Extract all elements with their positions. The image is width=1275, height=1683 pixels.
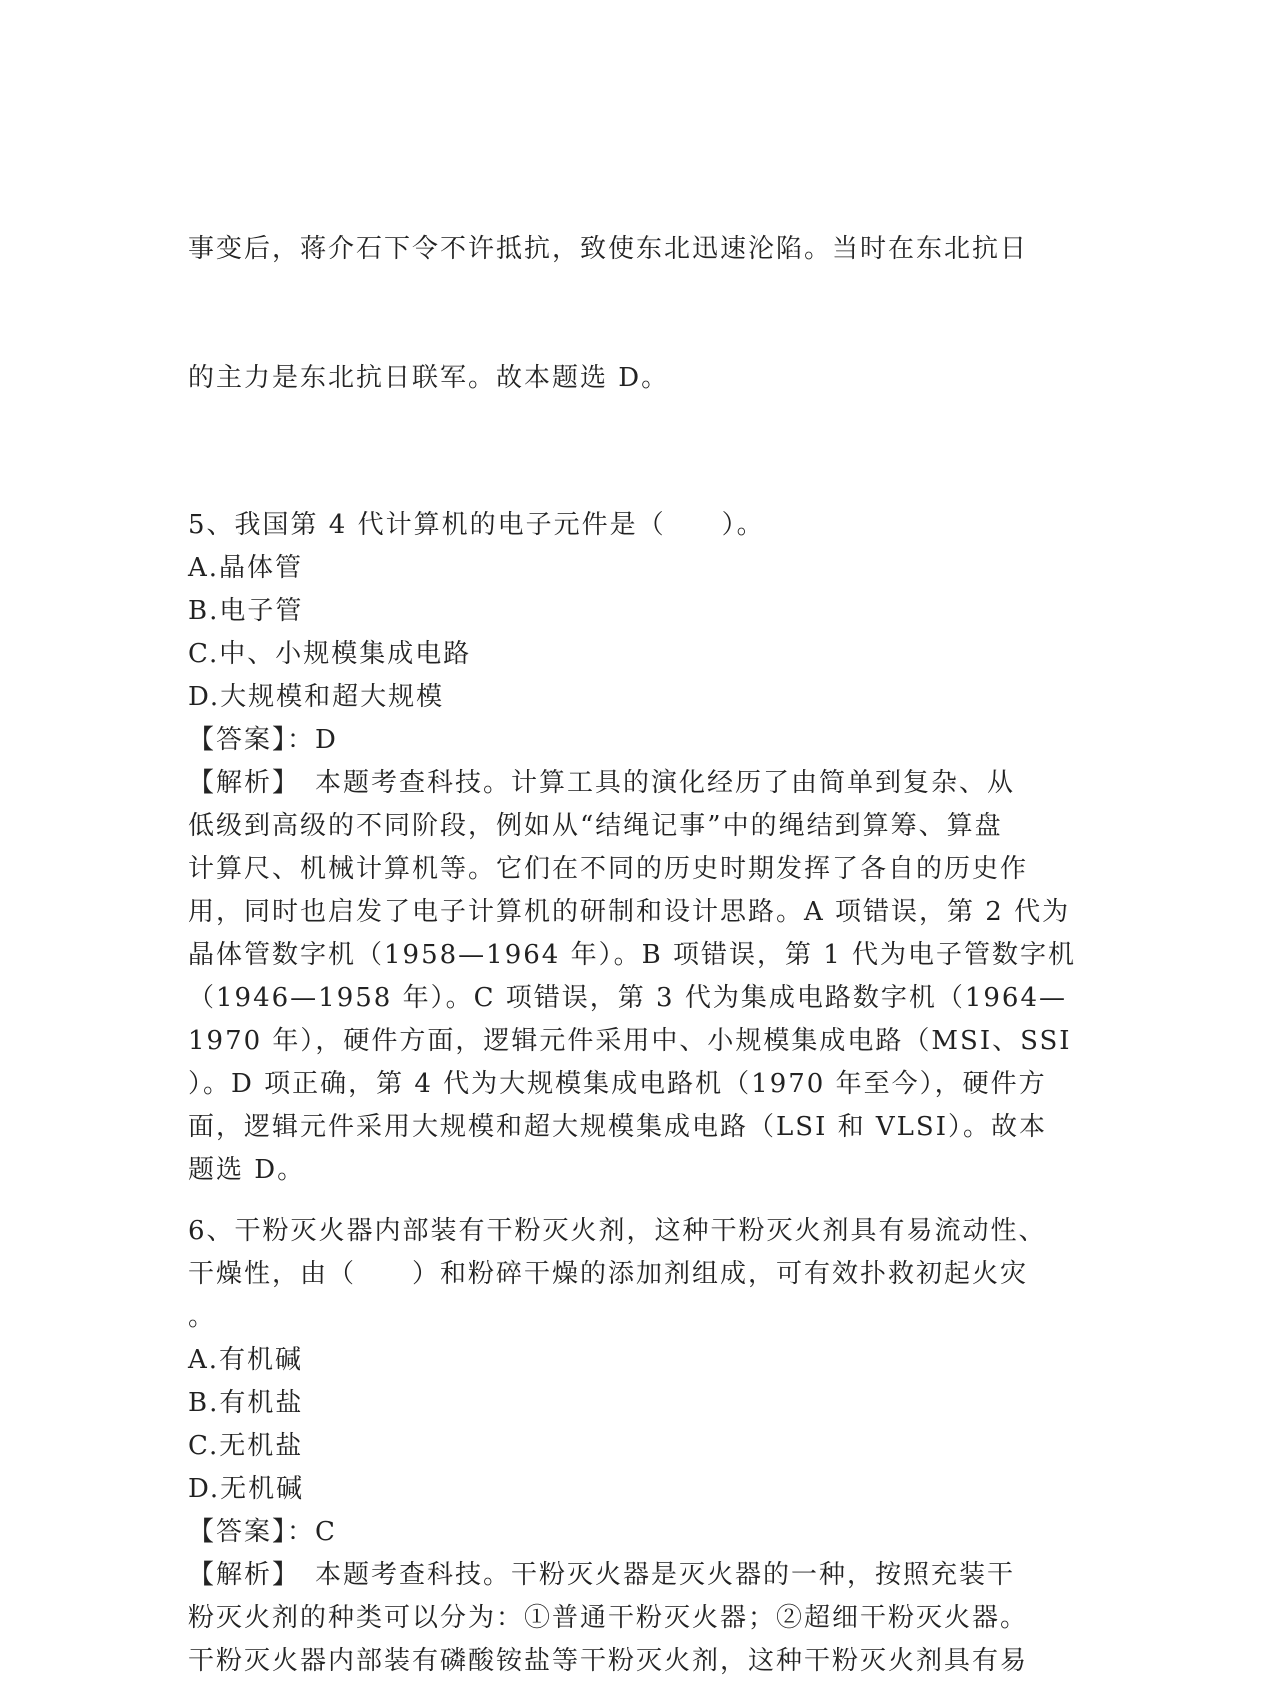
answer-line: 【答案】：C	[188, 1517, 337, 1547]
question-stem: 。	[188, 1302, 217, 1332]
text-line: 事变后，蒋介石下令不许抵抗，致使东北迅速沦陷。当时在东北抗日	[188, 234, 1029, 264]
text-line: ）。D 项正确，第 4 代为大规模集成电路机（1970 年至今），硬件方	[188, 1069, 1047, 1099]
question-stem: 6、干粉灭火器内部装有干粉灭火剂，这种干粉灭火剂具有易流动性、	[188, 1216, 1047, 1246]
text-line: 面，逻辑元件采用大规模和超大规模集成电路（LSI 和 VLSI）。故本	[188, 1112, 1048, 1142]
text-line: 晶体管数字机（1958—1964 年）。B 项错误，第 1 代为电子管数字机	[188, 940, 1077, 970]
option-b: B.有机盐	[188, 1388, 304, 1418]
previous-analysis-continuation	[188, 142, 1088, 486]
text-line: 粉灭火剂的种类可以分为：①普通干粉灭火器；②超细干粉灭火器。	[188, 1603, 1029, 1633]
question-6	[188, 1210, 1088, 1683]
option-a: A.有机碱	[188, 1345, 304, 1375]
option-d: D.大规模和超大规模	[188, 682, 445, 712]
text-line: 低级到高级的不同阶段，例如从“结绳记事”中的绳结到算筹、算盘	[188, 811, 1003, 841]
text-line: 干粉灭火器内部装有磷酸铵盐等干粉灭火剂，这种干粉灭火剂具有易	[188, 1646, 1029, 1676]
text-line: 【解析】 本题考查科技。计算工具的演化经历了由简单到复杂、从	[188, 768, 1016, 798]
option-d: D.无机碱	[188, 1474, 305, 1504]
text-line: 【解析】 本题考查科技。干粉灭火器是灭火器的一种，按照充装干	[188, 1560, 1016, 1590]
analysis	[188, 762, 1088, 1192]
question-stem: 干燥性，由（ ）和粉碎干燥的添加剂组成，可有效扑救初起火灾	[188, 1259, 1029, 1289]
option-a: A.晶体管	[188, 553, 304, 583]
question-5	[188, 504, 1088, 1192]
text-line: 1970 年），硬件方面，逻辑元件采用中、小规模集成电路（MSI、SSI	[188, 1026, 1072, 1056]
text-line: 的主力是东北抗日联军。故本题选 D。	[188, 363, 670, 393]
analysis	[188, 1554, 1088, 1683]
text-line: 题选 D。	[188, 1155, 306, 1185]
text-line: （1946—1958 年）。C 项错误，第 3 代为集成电路数字机（1964—	[188, 983, 1067, 1013]
document-page	[188, 142, 1088, 1683]
question-stem: 5、我国第 4 代计算机的电子元件是（ ）。	[188, 510, 765, 540]
option-c: C.中、小规模集成电路	[188, 639, 472, 669]
answer-line: 【答案】：D	[188, 725, 338, 755]
option-b: B.电子管	[188, 596, 304, 626]
text-line: 计算尺、机械计算机等。它们在不同的历史时期发挥了各自的历史作	[188, 854, 1029, 884]
option-c: C.无机盐	[188, 1431, 304, 1461]
text-line: 用，同时也启发了电子计算机的研制和设计思路。A 项错误，第 2 代为	[188, 897, 1071, 927]
